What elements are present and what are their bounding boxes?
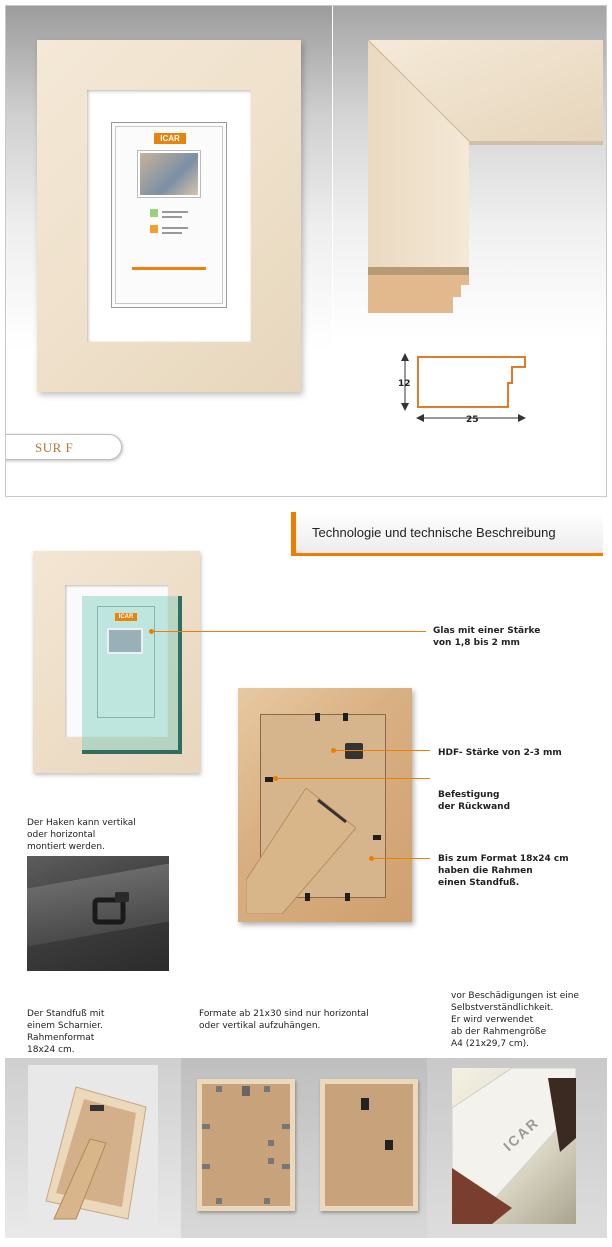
model-name: SUR F <box>35 440 74 455</box>
backing-clip <box>265 777 273 782</box>
profile-height-label: 12 <box>398 379 411 389</box>
backboard-clips <box>202 1084 290 1206</box>
backing-callout-line <box>276 778 430 779</box>
hook-closeup-photo <box>27 856 169 971</box>
section-header <box>291 512 603 556</box>
backing-clip <box>315 713 320 721</box>
swatch-text-line <box>162 211 188 213</box>
backing-clip <box>343 713 348 721</box>
backing-label-line1: Befestigung <box>438 790 500 800</box>
green-swatch <box>150 209 158 217</box>
frame-mat <box>87 90 251 342</box>
tape-caption-line4: ab der Rahmengröße <box>451 1027 547 1037</box>
glass-label-line2: von 1,8 bis 2 mm <box>433 638 520 648</box>
stand-label-line2: haben die Rahmen <box>438 866 533 876</box>
stand-caption-line3: Rahmenformat <box>27 1033 95 1043</box>
corner-tape-photo <box>452 1068 576 1224</box>
insert-photo <box>138 151 200 197</box>
horizontal-backboard-image <box>197 1079 295 1211</box>
hanger-hook <box>345 743 363 759</box>
glass-label-line1: Glas mit einer Stärke <box>433 626 541 636</box>
tape-caption-line2: Selbstverständlichkeit. <box>451 1003 554 1013</box>
metal-hook-icon <box>87 886 137 936</box>
hook-caption-line1: Der Haken kann vertikal <box>27 818 136 828</box>
stand-label-line3: einen Standfuß. <box>438 878 520 888</box>
profile-width-label: 25 <box>466 415 479 425</box>
tape-caption-line3: Er wird verwendet <box>451 1015 534 1025</box>
format-caption-line1: Formate ab 21x30 sind nur horizontal <box>199 1009 369 1019</box>
hook-caption-line3: montiert werden. <box>27 842 105 852</box>
stand-label-line1: Bis zum Format 18x24 cm <box>438 854 569 864</box>
swatch-text-line <box>162 232 182 234</box>
stand-hinge-photo <box>28 1065 158 1228</box>
hdf-label: HDF- Stärke von 2-3 mm <box>438 748 562 758</box>
section-title: Technologie und technische Beschreibung <box>312 525 556 540</box>
format-caption-line2: oder vertikal aufzuhängen. <box>199 1021 321 1031</box>
backing-clip <box>373 835 381 840</box>
hook-caption-line2: oder horizontal <box>27 830 96 840</box>
glass-insert-logo: ICAR <box>115 613 137 621</box>
frame-insert-card <box>111 122 227 308</box>
orange-swatch <box>150 225 158 233</box>
tape-logo: ICAR <box>500 1113 543 1155</box>
stand-caption-line1: Der Standfuß mit <box>27 1009 105 1019</box>
hdf-callout-line <box>334 750 430 751</box>
model-name-badge <box>5 434 122 460</box>
backboard-hangers <box>325 1084 413 1206</box>
profile-cross-section-diagram <box>390 345 540 430</box>
frame-corner-closeup <box>363 35 603 315</box>
backing-label-line2: der Rückwand <box>438 802 511 812</box>
stand-callout-line <box>372 858 430 859</box>
standing-frame-illustration <box>36 1079 156 1225</box>
frame-front-image <box>37 40 301 392</box>
glass-callout-line <box>152 631 426 632</box>
icar-logo: ICAR <box>154 133 186 144</box>
glass-insert-photo <box>107 628 143 654</box>
easel-stand <box>246 788 356 914</box>
vertical-backboard-image <box>320 1079 418 1211</box>
glass-insert-outline <box>97 606 155 718</box>
swatch-text-line <box>162 216 182 218</box>
panel-divider <box>332 6 333 496</box>
stand-caption-line4: 18x24 cm. <box>27 1045 75 1055</box>
stand-caption-line2: einem Scharnier. <box>27 1021 103 1031</box>
tape-caption-line1: vor Beschädigungen ist eine <box>451 991 579 1001</box>
tape-caption-line5: A4 (21x29,7 cm). <box>451 1039 530 1049</box>
swatch-text-line <box>162 227 188 229</box>
insert-orange-bar <box>132 267 206 270</box>
